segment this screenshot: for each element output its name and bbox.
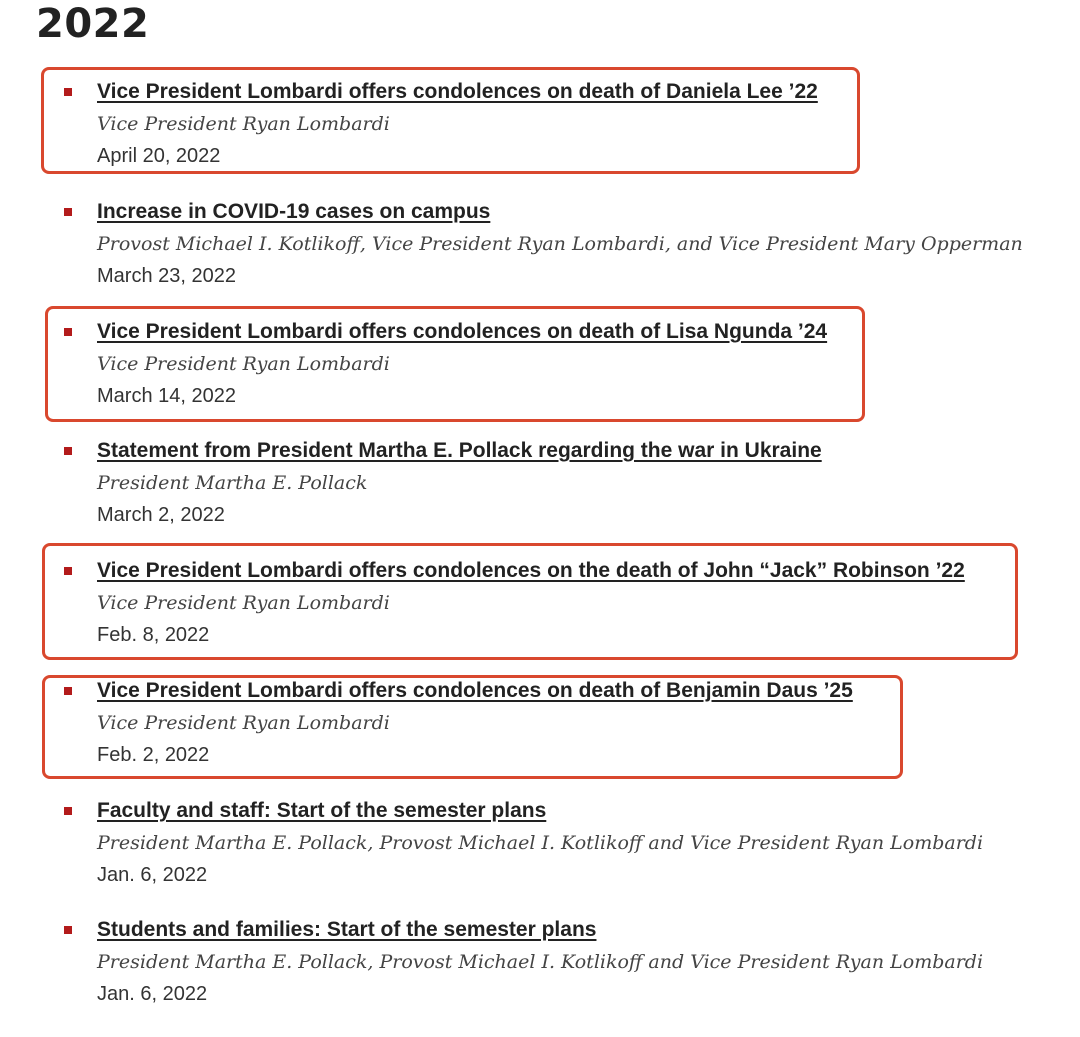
entry-author: Vice President Ryan Lombardi: [97, 592, 390, 614]
bullet-icon: [64, 328, 72, 336]
entry-author: Vice President Ryan Lombardi: [97, 113, 390, 135]
bullet-icon: [64, 926, 72, 934]
entry-title-link[interactable]: Vice President Lombardi offers condolences on the death of John “Jack” Robinson ’22: [97, 559, 965, 582]
entry-title-link[interactable]: Increase in COVID-19 cases on campus: [97, 200, 491, 223]
entry-date: Feb. 2, 2022: [97, 744, 210, 766]
entry-date: March 23, 2022: [97, 265, 236, 287]
entry-title-link[interactable]: Vice President Lombardi offers condolences on death of Lisa Ngunda ’24: [97, 320, 828, 343]
bullet-icon: [64, 567, 72, 575]
entry-author: President Martha E. Pollack: [97, 472, 368, 494]
bullet-icon: [64, 208, 72, 216]
entry-title-link[interactable]: Vice President Lombardi offers condolences on death of Benjamin Daus ’25: [97, 679, 853, 702]
entry-author: Vice President Ryan Lombardi: [97, 712, 390, 734]
bullet-icon: [64, 807, 72, 815]
entry-date: March 14, 2022: [97, 385, 236, 407]
entry-title-link[interactable]: Vice President Lombardi offers condolences on death of Daniela Lee ’22: [97, 80, 818, 103]
entry-date: Jan. 6, 2022: [97, 983, 208, 1005]
year-heading: 2022: [36, 1, 150, 47]
entry-author: President Martha E. Pollack, Provost Michael I. Kotlikoff and Vice President Ryan Lombardi: [97, 832, 984, 854]
entry-author: Vice President Ryan Lombardi: [97, 353, 390, 375]
entry-date: Jan. 6, 2022: [97, 864, 208, 886]
entry-title-link[interactable]: Students and families: Start of the semester plans: [97, 918, 597, 941]
entry-author: President Martha E. Pollack, Provost Michael I. Kotlikoff and Vice President Ryan Lombardi: [97, 951, 984, 973]
entry-date: April 20, 2022: [97, 145, 221, 167]
entry-author: Provost Michael I. Kotlikoff, Vice President Ryan Lombardi, and Vice President Mary Opperman: [97, 233, 1023, 255]
bullet-icon: [64, 88, 72, 96]
entry-date: Feb. 8, 2022: [97, 624, 210, 646]
bullet-icon: [64, 447, 72, 455]
entry-date: March 2, 2022: [97, 504, 225, 526]
entry-title-link[interactable]: Faculty and staff: Start of the semester plans: [97, 799, 547, 822]
bullet-icon: [64, 687, 72, 695]
entry-title-link[interactable]: Statement from President Martha E. Pollack regarding the war in Ukraine: [97, 439, 822, 462]
